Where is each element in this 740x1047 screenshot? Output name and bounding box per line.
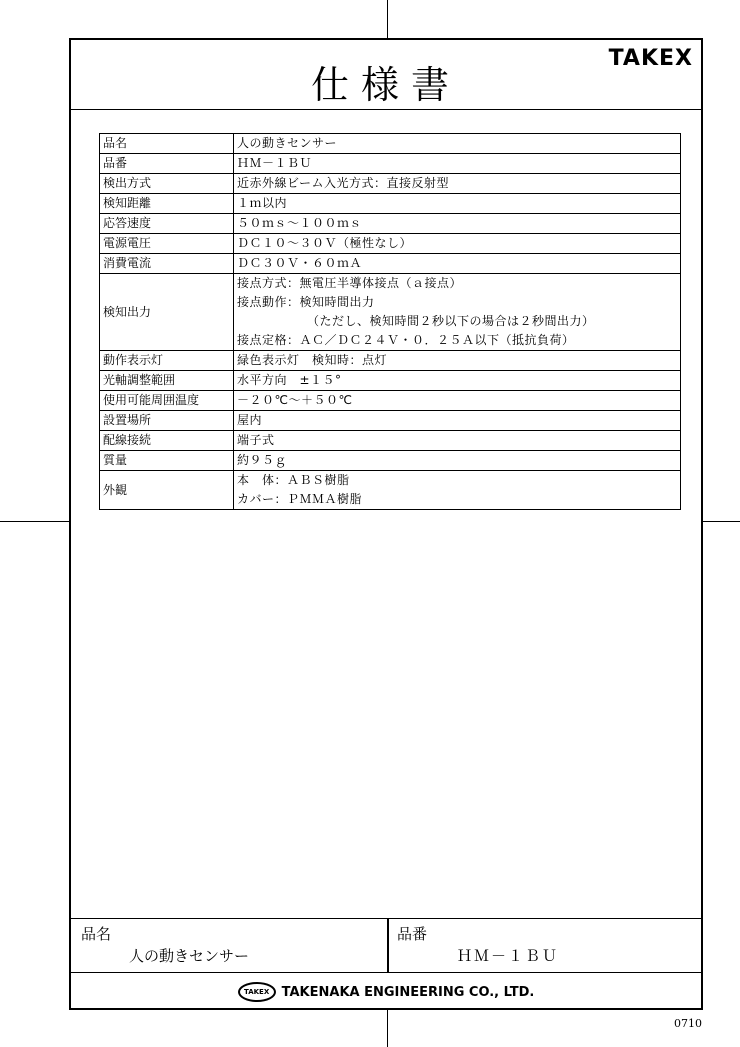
spec-value-line: 約９５ｇ [237,453,288,467]
spec-value-line: 端子式 [237,433,275,447]
document-frame [69,38,703,1010]
footer-name-label: 品名 [81,925,112,943]
crop-mark-left [0,521,69,522]
spec-row [100,234,681,254]
spec-value [234,214,681,234]
crop-mark-top [387,0,388,38]
spec-value-line: ＤＣ３０Ｖ・６０ｍＡ [237,256,363,270]
spec-value-line: ５０ｍｓ～１００ｍｓ [237,216,363,230]
spec-key: 検知出力 [100,274,234,351]
spec-key: 検知距離 [100,194,234,214]
spec-value-line: 屋内 [237,413,263,427]
spec-value-line: ＨＭ－１ＢＵ [237,156,313,170]
spec-row [100,351,681,371]
spec-key: 検出方式 [100,174,234,194]
spec-key: 光軸調整範囲 [100,371,234,391]
spec-key: 動作表示灯 [100,351,234,371]
spec-value [234,351,681,371]
footer-number-value: ＨＭ－１ＢＵ [457,947,560,965]
spec-key: 使用可能周囲温度 [100,391,234,411]
spec-value [234,194,681,214]
spec-value-line: （ただし、検知時間２秒以下の場合は２秒間出力） [307,314,595,328]
company-name: TAKENAKA ENGINEERING CO., LTD. [281,984,535,1000]
spec-row [100,174,681,194]
company-line [71,977,701,1007]
spec-value-line: 接点動作：検知時間出力 [237,295,375,309]
spec-value-line: 人の動きセンサー [237,136,338,150]
revision-code: 0710 [674,1017,702,1030]
title-band [71,40,701,110]
spec-row [100,194,681,214]
spec-value [234,431,681,451]
spec-value [234,371,681,391]
spec-key: 品番 [100,154,234,174]
spec-row [100,274,681,351]
footer-name-value: 人の動きセンサー [129,947,250,965]
spec-value [234,254,681,274]
spec-table [99,133,681,510]
spec-value-line: カバー：ＰＭＭＡ樹脂 [237,492,363,506]
spec-value [234,154,681,174]
brand-logo: TAKEX [608,46,693,71]
spec-value [234,134,681,154]
spec-row [100,254,681,274]
spec-row [100,134,681,154]
footer-block [71,918,701,1008]
spec-value-line: －２０℃～＋５０℃ [237,393,353,407]
spec-row [100,451,681,471]
spec-row [100,154,681,174]
spec-value [234,174,681,194]
footer-divider [387,919,389,973]
spec-row [100,411,681,431]
document-title: 仕様書 [310,63,461,107]
crop-mark-bottom [387,1010,388,1047]
spec-value [234,411,681,431]
company-logo: TAKEX [238,982,276,1002]
footer-number-label: 品番 [397,925,428,943]
spec-value-line: 接点定格：ＡＣ／ＤＣ２４Ｖ・０．２５Ａ以下（抵抗負荷） [237,333,575,347]
spec-row [100,391,681,411]
spec-value [234,234,681,254]
spec-key: 品名 [100,134,234,154]
spec-row [100,371,681,391]
spec-key: 電源電圧 [100,234,234,254]
spec-value [234,471,681,510]
spec-row [100,214,681,234]
spec-value-line: ＤＣ１０～３０Ｖ（極性なし） [237,236,413,250]
spec-value-line: 本 体：ＡＢＳ樹脂 [237,473,350,487]
spec-key: 配線接続 [100,431,234,451]
spec-key: 応答速度 [100,214,234,234]
spec-key: 質量 [100,451,234,471]
spec-key: 設置場所 [100,411,234,431]
spec-row [100,471,681,510]
footer-info-row [71,919,701,973]
spec-value-line: 接点方式：無電圧半導体接点（ａ接点） [237,276,463,290]
spec-value-line: 緑色表示灯 検知時：点灯 [237,353,388,367]
crop-mark-right [703,521,740,522]
spec-key: 消費電流 [100,254,234,274]
spec-value-line: １ｍ以内 [237,196,288,210]
spec-value-line: 水平方向 ±１５° [237,373,342,387]
spec-value-line: 近赤外線ビーム入光方式：直接反射型 [237,176,450,190]
spec-row [100,431,681,451]
spec-value [234,451,681,471]
spec-value [234,274,681,351]
spec-value [234,391,681,411]
spec-key: 外観 [100,471,234,510]
